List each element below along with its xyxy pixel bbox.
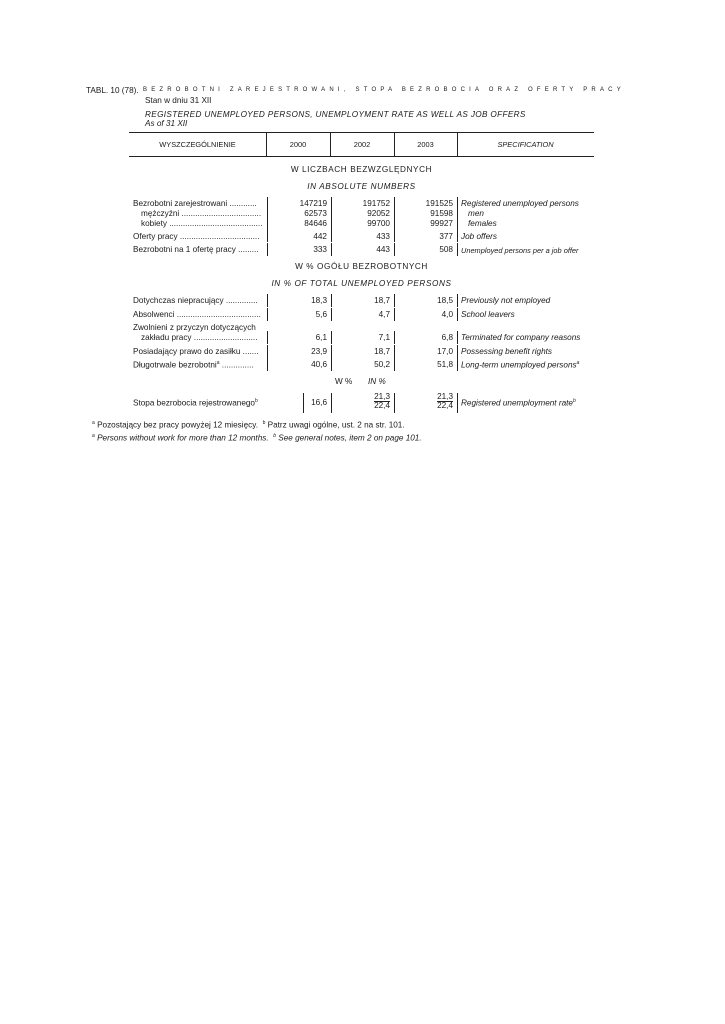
fraction-value bbox=[374, 393, 390, 410]
col-header-2000: 2000 bbox=[289, 140, 307, 149]
col-header-2002: 2002 bbox=[353, 140, 371, 149]
row-label-pl: Oferty pracy ................................... bbox=[133, 232, 260, 241]
fraction-value bbox=[437, 393, 453, 410]
row-label-en: men bbox=[468, 209, 484, 218]
col-header-2003: 2003 bbox=[417, 140, 434, 149]
cell-2000: 40,6 bbox=[311, 360, 327, 369]
cell-2003: 51,8 bbox=[437, 360, 453, 369]
footnote-text: See general notes, item 2 on page 101. bbox=[278, 433, 422, 443]
cell-2002: 191752 bbox=[362, 199, 390, 208]
cell-2003: 6,8 bbox=[441, 333, 453, 342]
footnote-mark: a bbox=[576, 360, 580, 366]
fraction-bottom: 22,4 bbox=[374, 401, 390, 410]
row-label-en: School leavers bbox=[461, 310, 515, 319]
cell-2000: 84646 bbox=[304, 219, 327, 228]
fraction-top: 21,3 bbox=[374, 392, 390, 401]
cell-2000: 18,3 bbox=[311, 296, 327, 305]
cell-2000: 333 bbox=[313, 245, 327, 254]
row-label-en: Unemployed persons per a job offer bbox=[461, 246, 579, 255]
row-label-text: Stopa bezrobocia rejestrowanego bbox=[133, 398, 255, 408]
column-divider bbox=[457, 308, 458, 321]
cell-2002: 433 bbox=[376, 232, 390, 241]
footnote-mark: a bbox=[92, 420, 95, 426]
section-heading-pl: W LICZBACH BEZWZGLĘDNYCH bbox=[290, 165, 433, 174]
cell-2003 bbox=[394, 393, 453, 410]
row-label-en bbox=[461, 360, 579, 370]
row-label-pl: kobiety ......................................... bbox=[141, 219, 263, 228]
cell-2002: 4,7 bbox=[378, 310, 390, 319]
footnote-mark: b bbox=[254, 398, 258, 404]
cell-2002 bbox=[331, 393, 390, 410]
table-subtitle-pl: Stan w dniu 31 XII bbox=[145, 96, 212, 105]
cell-2000: 16,6 bbox=[311, 398, 327, 407]
column-divider bbox=[457, 393, 458, 413]
row-label-en: females bbox=[468, 219, 497, 228]
row-label-en bbox=[461, 398, 576, 408]
footnote-text: Persons without work for more than 12 months. bbox=[97, 433, 269, 443]
cell-2002: 18,7 bbox=[374, 347, 390, 356]
row-label-en: Possessing benefit rights bbox=[461, 347, 553, 356]
cell-2002: 92052 bbox=[367, 209, 390, 218]
row-label-leader: .............. bbox=[219, 360, 254, 370]
cell-2000: 5,6 bbox=[315, 310, 327, 319]
column-divider bbox=[457, 229, 458, 242]
footnote-pl bbox=[92, 420, 405, 430]
row-label-pl: mężczyźni ................................... bbox=[141, 209, 262, 218]
column-divider bbox=[457, 358, 458, 371]
header-bottom-rule bbox=[129, 156, 594, 157]
cell-2003: 377 bbox=[439, 232, 453, 241]
section-heading-en: IN ABSOLUTE NUMBERS bbox=[307, 182, 416, 191]
column-divider bbox=[457, 243, 458, 256]
row-label-en: Terminated for company reasons bbox=[461, 333, 581, 342]
row-label-pl bbox=[133, 398, 258, 408]
row-label-pl: Absolwenci ..................................... bbox=[133, 310, 261, 319]
row-label-en: Previously not employed bbox=[461, 296, 551, 305]
row-label-text: Long-term unemployed persons bbox=[461, 360, 577, 370]
cell-2000: 147219 bbox=[299, 199, 327, 208]
cell-2003: 17,0 bbox=[437, 347, 453, 356]
footnote-mark: a bbox=[92, 433, 95, 439]
cell-2003: 191525 bbox=[425, 199, 453, 208]
row-label-pl: Bezrobotni zarejestrowani ............ bbox=[133, 199, 257, 208]
cell-2000: 62573 bbox=[304, 209, 327, 218]
row-label-text: Długotrwale bezrobotni bbox=[133, 360, 217, 370]
cell-2000: 442 bbox=[313, 232, 327, 241]
footnote-mark: b bbox=[262, 420, 266, 426]
table-title-pl: BEZROBOTNI ZAREJESTROWANI, STOPA BEZROBOCIA ORAZ OFERTY PRACY bbox=[143, 87, 625, 93]
cell-2002: 443 bbox=[376, 245, 390, 254]
table-subtitle-en: As of 31 XII bbox=[145, 119, 188, 128]
cell-2003: 99927 bbox=[430, 219, 453, 228]
column-divider bbox=[457, 294, 458, 307]
column-divider bbox=[457, 197, 458, 229]
cell-2002: 7,1 bbox=[378, 333, 390, 342]
footnote-mark: b bbox=[273, 433, 276, 439]
footnote-text: Patrz uwagi ogólne, ust. 2 na str. 101. bbox=[267, 420, 405, 430]
row-label-pl: Zwolnieni z przyczyn dotyczących bbox=[133, 323, 256, 332]
footnote-mark: a bbox=[216, 360, 220, 366]
col-header-specification-pl: WYSZCZEGÓLNIENIE bbox=[159, 140, 236, 149]
cell-2003: 91598 bbox=[430, 209, 453, 218]
table-number: TABL. 10 (78). bbox=[86, 86, 139, 95]
cell-2000: 23,9 bbox=[311, 347, 327, 356]
table-title-en: REGISTERED UNEMPLOYED PERSONS, UNEMPLOYMENT RATE AS WELL AS JOB OFFERS bbox=[145, 110, 526, 119]
row-label-pl bbox=[133, 360, 254, 370]
section-heading-pl: W % OGÓŁU BEZROBOTNYCH bbox=[295, 262, 428, 271]
cell-2002: 50,2 bbox=[374, 360, 390, 369]
cell-2002: 18,7 bbox=[374, 296, 390, 305]
cell-2003: 18,5 bbox=[437, 296, 453, 305]
cell-2003: 508 bbox=[439, 245, 453, 254]
footnote-mark: b bbox=[572, 398, 576, 404]
column-divider bbox=[457, 345, 458, 358]
fraction-top: 21,3 bbox=[437, 392, 453, 401]
row-label-en: Job offers bbox=[461, 232, 497, 241]
row-label-en: Registered unemployed persons bbox=[461, 199, 579, 208]
row-label-pl: Posiadający prawo do zasiłku ....... bbox=[133, 347, 259, 356]
footnote-en bbox=[92, 433, 422, 443]
row-label-pl: Dotychczas niepracujący .............. bbox=[133, 296, 258, 305]
section-heading-en: IN % OF TOTAL UNEMPLOYED PERSONS bbox=[271, 279, 452, 288]
cell-2002: 99700 bbox=[367, 219, 390, 228]
cell-2000: 6,1 bbox=[315, 333, 327, 342]
header-top-rule bbox=[129, 132, 594, 133]
section-heading-en: IN % bbox=[368, 377, 386, 386]
col-header-specification-en: SPECIFICATION bbox=[497, 140, 554, 149]
row-label-text: Registered unemployment rate bbox=[461, 398, 573, 408]
section-heading-pl: W % bbox=[335, 377, 353, 386]
row-label-pl-continued: zakładu pracy ............................ bbox=[141, 333, 258, 342]
row-label-pl: Bezrobotni na 1 ofertę pracy ......... bbox=[133, 245, 259, 254]
column-divider bbox=[457, 331, 458, 344]
fraction-bottom: 22,4 bbox=[437, 401, 453, 410]
footnote-text: Pozostający bez pracy powyżej 12 miesięcy. bbox=[97, 420, 259, 430]
cell-2003: 4,0 bbox=[441, 310, 453, 319]
